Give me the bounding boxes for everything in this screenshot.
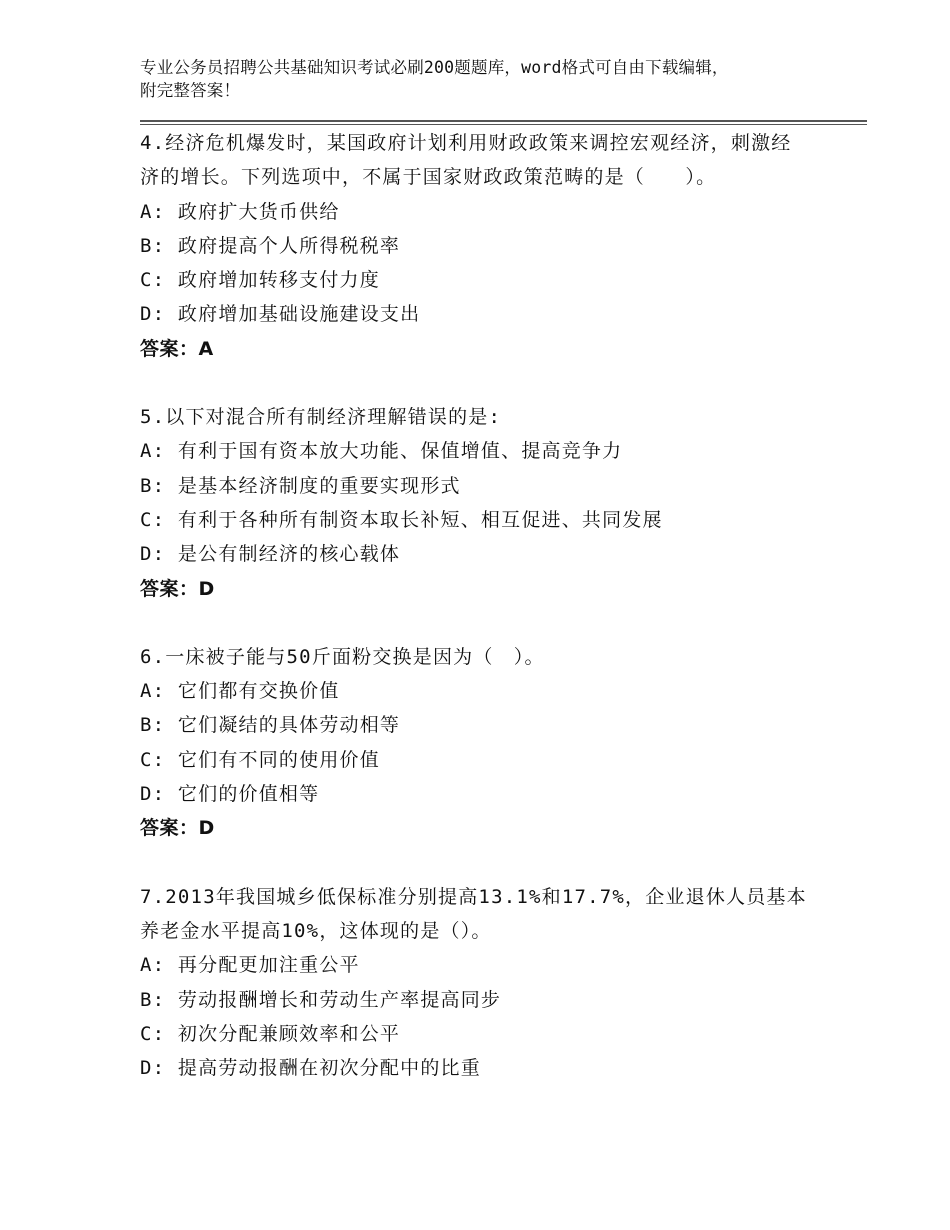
header-divider-thin bbox=[140, 124, 867, 125]
answer-label: 答案：A bbox=[140, 337, 214, 360]
question-stem: 7.2013年我国城乡低保标准分别提高13.1%和17.7%，企业退休人员基本养老金水平提高10%，这体现的是（）。 bbox=[140, 885, 807, 942]
question-4 bbox=[140, 126, 830, 366]
option-b: B: 劳动报酬增长和劳动生产率提高同步 bbox=[140, 988, 502, 1011]
question-stem: 5.以下对混合所有制经济理解错误的是: bbox=[140, 406, 502, 429]
answer-label: 答案：D bbox=[140, 577, 215, 600]
question-5 bbox=[140, 400, 830, 606]
option-d: D: 提高劳动报酬在初次分配中的比重 bbox=[140, 1057, 481, 1080]
option-d: D: 它们的价值相等 bbox=[140, 783, 320, 806]
option-b: B: 它们凝结的具体劳动相等 bbox=[140, 714, 401, 737]
question-7 bbox=[140, 880, 830, 1086]
option-c: C: 它们有不同的使用价值 bbox=[140, 748, 380, 771]
option-a: A: 再分配更加注重公平 bbox=[140, 954, 360, 977]
question-list bbox=[140, 126, 830, 1119]
header-line-1: 专业公务员招聘公共基础知识考试必刷200题题库，word格式可自由下载编辑， bbox=[140, 58, 729, 77]
option-a: A: 政府扩大货币供给 bbox=[140, 200, 340, 223]
question-stem: 4.经济危机爆发时，某国政府计划利用财政政策来调控宏观经济，刺激经济的增长。下列选项中，不属于国家财政政策范畴的是（ ）。 bbox=[140, 132, 792, 189]
header-divider bbox=[140, 120, 867, 122]
option-c: C: 政府增加转移支付力度 bbox=[140, 269, 380, 292]
question-stem: 6.一床被子能与50斤面粉交换是因为（ ）。 bbox=[140, 645, 545, 668]
question-6 bbox=[140, 640, 830, 846]
option-d: D: 是公有制经济的核心载体 bbox=[140, 543, 401, 566]
header-line-2: 附完整答案！ bbox=[140, 81, 241, 100]
answer-label: 答案：D bbox=[140, 817, 215, 840]
option-b: B: 是基本经济制度的重要实现形式 bbox=[140, 474, 461, 497]
option-a: A: 它们都有交换价值 bbox=[140, 680, 340, 703]
option-b: B: 政府提高个人所得税税率 bbox=[140, 234, 401, 257]
page-header bbox=[140, 56, 840, 102]
option-d: D: 政府增加基础设施建设支出 bbox=[140, 303, 421, 326]
option-a: A: 有利于国有资本放大功能、保值增值、提高竞争力 bbox=[140, 440, 623, 463]
option-c: C: 有利于各种所有制资本取长补短、相互促进、共同发展 bbox=[140, 508, 663, 531]
option-c: C: 初次分配兼顾效率和公平 bbox=[140, 1022, 401, 1045]
